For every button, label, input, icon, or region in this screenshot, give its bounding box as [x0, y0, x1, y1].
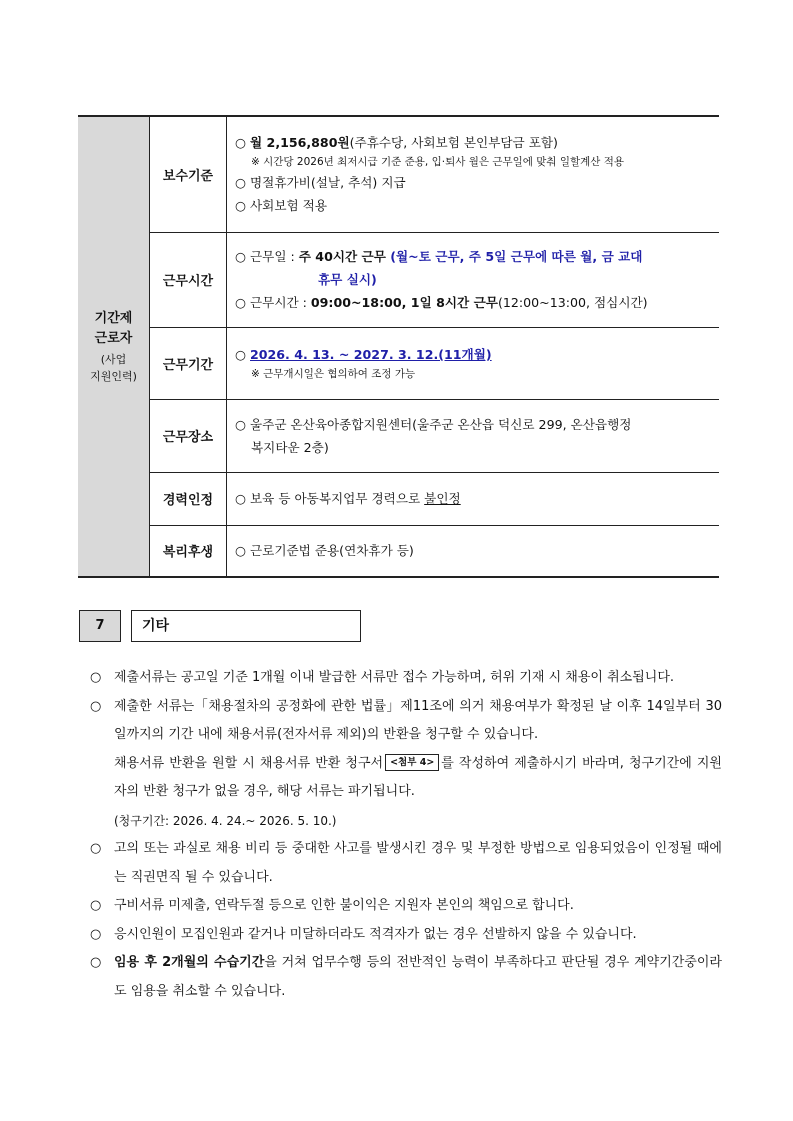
section-title: 기타: [131, 610, 361, 642]
circle-bullet-icon: ○: [90, 898, 102, 913]
place-line-1: ○ 울주군 온산육아종합지원센터(울주군 온산읍 덕신로 299, 온산읍행정: [235, 416, 632, 432]
pay-line-3: ○ 명절휴가비(설날, 추석) 지급: [235, 175, 406, 191]
circle-bullet-icon: ○: [90, 670, 102, 685]
probation-highlight: 임용 후 2개월의 수습기간: [114, 955, 265, 970]
table-row: [78, 525, 719, 577]
row-label-hours: 근무시간: [150, 232, 227, 327]
row-label-place: 근무장소: [150, 399, 227, 472]
other-notes-list: [90, 664, 722, 1006]
place-line-2: 복지타운 2층): [251, 439, 329, 455]
list-item: ○ 임용 후 2개월의 수습기간을 거쳐 업무수행 등의 전반적인 능력이 부족하다고 판단될 경우 계약기간중이라도 임용을 취소할 수 있습니다.: [90, 949, 722, 1006]
circle-bullet-icon: ○: [90, 926, 102, 942]
list-item: ○ 구비서류 미제출, 연락두절 등으로 인한 불이익은 지원자 본인의 책임으로 합니다.: [90, 892, 722, 921]
period-line: ○ 2026. 4. 13. ~ 2027. 3. 12.(11개월): [235, 347, 492, 362]
hours-line-2: 휴무 실시): [318, 272, 377, 287]
hours-line-3: ○ 근무시간 : 09:00~18:00, 1일 8시간 근무(12:00~13:00, 점심시간): [235, 295, 648, 310]
category-main-label: 기간제 근로자: [94, 310, 133, 346]
pay-note: ※ 시간당 2026년 최저시급 기준 준용, 입·퇴사 월은 근무일에 맞춰 일할계산 적용: [251, 156, 625, 169]
period-content: [227, 327, 720, 399]
circle-bullet-icon: ○: [90, 955, 102, 970]
career-content: ○ 보육 등 아동복지업무 경력으로 불인정: [227, 472, 720, 525]
section-number: 7: [79, 610, 121, 642]
row-label-period: 근무기간: [150, 327, 227, 399]
list-item: ○ 응시인원이 모집인원과 같거나 미달하더라도 적격자가 없는 경우 선발하지 않을 수 있습니다.: [90, 921, 722, 950]
list-item: ○ 고의 또는 과실로 채용 비리 등 중대한 사고를 발생시킨 경우 및 부정한 방법으로 임용되었음이 인정될 때에는 직권면직 될 수 있습니다.: [90, 835, 722, 892]
table-row: [78, 327, 719, 399]
welfare-content: ○ 근로기준법 준용(연차휴가 등): [227, 525, 720, 577]
pay-line-1: ○ 월 2,156,880원(주휴수당, 사회보험 본인부담금 포함): [235, 135, 558, 151]
row-label-welfare: 복리후생: [150, 525, 227, 577]
career-not-recognized: 불인정: [424, 491, 461, 506]
list-item: ○ 제출한 서류는「채용절차의 공정화에 관한 법률」제11조에 의거 채용여부가 확정된 날 이후 14일부터 30일까지의 기간 내에 채용서류(전자서류 제외)의 반환을 청구할 수 있습니다. 채용서류 반환을 원할 시 채용서류 반환 청구서 <첨부 4> 를 작성하여 제출하시기 바라며, 청구기간에 지원자의 반환 청구가 없을 경우, 해당 서류는 파기됩니다.: [90, 693, 722, 807]
table-row: [78, 399, 719, 472]
pay-line-4: ○ 사회보험 적용: [235, 198, 327, 214]
row-label-career: 경력인정: [150, 472, 227, 525]
row-label-pay: 보수기준: [150, 116, 227, 232]
hours-line-1: ○ 근무일 : 주 40시간 근무 (월~토 근무, 주 5일 근무에 따른 월, 금 교대: [235, 249, 643, 264]
circle-bullet-icon: ○: [90, 698, 102, 714]
place-content: [227, 399, 720, 472]
hours-content: [227, 232, 720, 327]
period-note: ※ 근무개시일은 협의하여 조정 가능: [251, 368, 416, 380]
table-row: [78, 472, 719, 525]
claim-period: (청구기간: 2026. 4. 24.~ 2026. 5. 10.): [114, 813, 337, 828]
table-row: [78, 116, 719, 232]
employment-info-table: [78, 115, 719, 578]
list-item: ○ 제출서류는 공고일 기준 1개월 이내 발급한 서류만 접수 가능하며, 허위 기재 시 채용이 취소됩니다.: [90, 664, 722, 693]
monthly-pay: 월 2,156,880원: [250, 135, 350, 151]
category-sub-label: (사업 지원인력): [90, 352, 137, 383]
circle-bullet-icon: ○: [90, 841, 102, 856]
category-cell: [78, 116, 150, 577]
attachment-badge: <첨부 4>: [385, 754, 439, 771]
work-period: 2026. 4. 13. ~ 2027. 3. 12.(11개월): [250, 347, 492, 362]
pay-content: [227, 116, 720, 232]
table-row: [78, 232, 719, 327]
